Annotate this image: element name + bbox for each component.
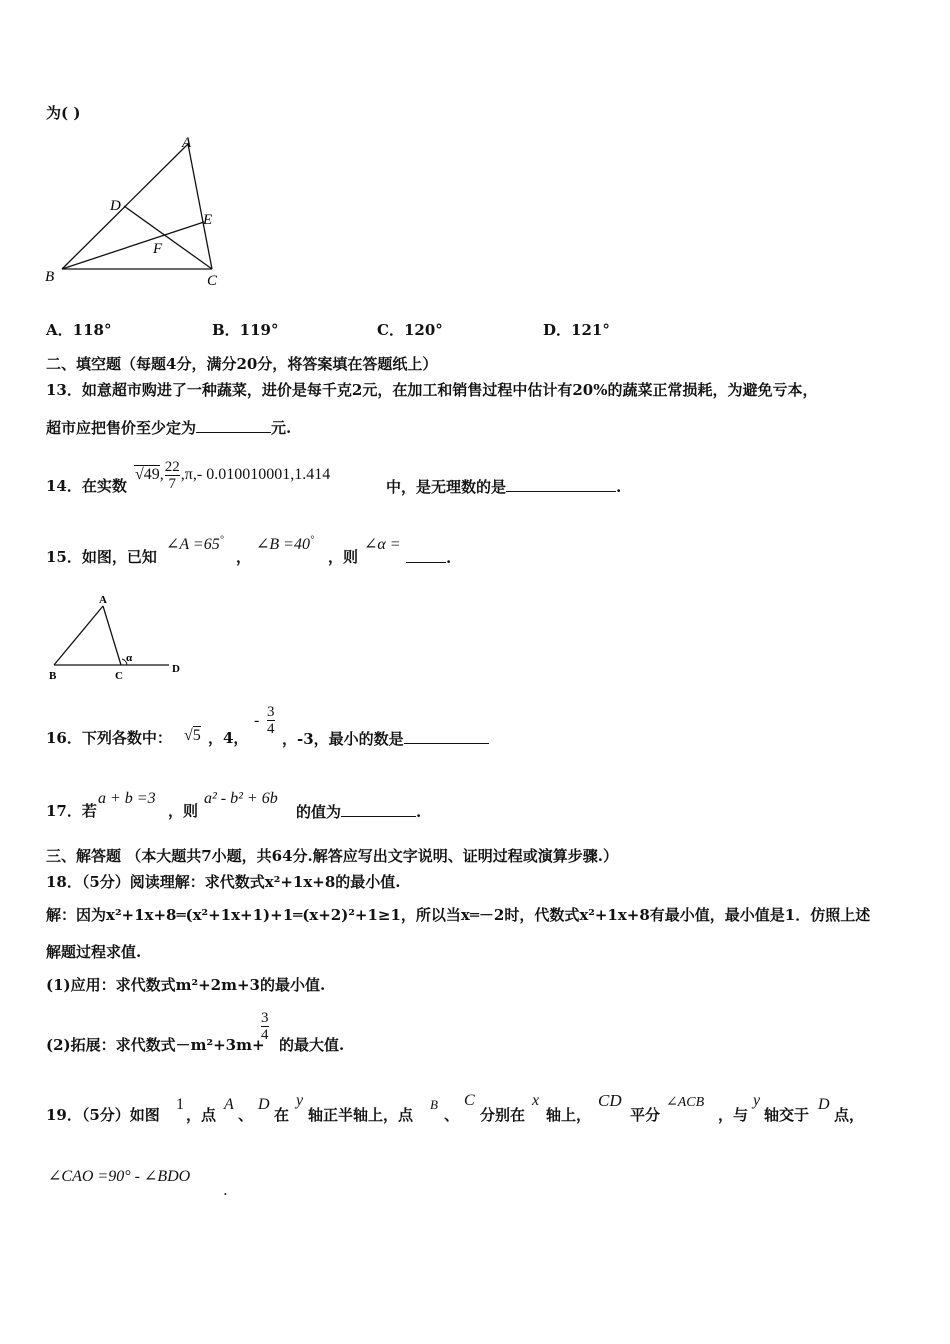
q16-prefix: 16．下列各数中：	[46, 729, 172, 747]
section3-title: 三、解答题 （本大题共7小题，共64分.解答应写出文字说明、证明过程或演算步骤.）	[46, 847, 618, 865]
q14-end: .	[616, 478, 622, 496]
q14-rest: ,π,- 0.010010001,1.414	[180, 466, 331, 484]
q19-y2: y	[753, 1092, 761, 1109]
q16-answer-blank[interactable]	[404, 729, 489, 744]
q14-frac-num: 22	[164, 459, 180, 475]
q19-fig: 1	[176, 1096, 184, 1113]
q15-label-d: D	[172, 663, 180, 675]
q14-sqrt: √49	[135, 466, 160, 484]
q17-expr: a² - b² + 6b	[204, 790, 278, 807]
q19-t5: 轴正半轴上，点	[308, 1106, 414, 1124]
q15-triangle-figure	[44, 590, 194, 682]
q14-suffix: 中，是无理数的是	[386, 478, 507, 496]
q17-then: ，则	[168, 802, 199, 820]
q17-answer-blank[interactable]	[341, 802, 416, 817]
q13-line1: 13．如意超市购进了一种蔬菜，进价是每千克2元，在加工和销售过程中估计有20%的蔬菜正常损耗，为避免亏本，	[46, 381, 818, 399]
q15-label-a: A	[99, 594, 107, 606]
section2-title: 二、填空题（每题4分，满分20分，将答案填在答题纸上）	[46, 355, 438, 373]
q16-rest-wrap: ，-3，最小的数是	[282, 729, 489, 748]
q13-line2	[46, 418, 291, 437]
q14-numbers: √49, $\frac{22}{7}$ ,π,- 0.010010001,1.414	[135, 459, 331, 492]
q19-t8: 轴上，	[546, 1106, 592, 1124]
q15-angle-a: ∠A =65°	[166, 534, 224, 553]
q19-t1: 19．（5分）如图	[46, 1106, 160, 1124]
q19-t10: ，与	[718, 1106, 749, 1124]
q13-suffix: 元.	[271, 419, 292, 437]
q18-line2: 解：因为x²+1x+8═(x²+1x+1)+1═(x+2)²+1≥1，所以当x═－2时，代数式x²+1x+8有最小值，最小值是1．仿照上述	[46, 906, 871, 924]
q19-y: y	[296, 1092, 304, 1109]
q19-t9: 平分	[630, 1106, 661, 1124]
q18-part2-suffix: 的最大值.	[279, 1036, 345, 1054]
label-a: A	[182, 135, 192, 151]
q19-t11: 轴交于	[764, 1106, 810, 1124]
q19-cd: CD	[598, 1091, 622, 1110]
q15-label-b: B	[49, 670, 57, 682]
q19-d: D	[258, 1096, 270, 1113]
q19-t12: 点，	[834, 1106, 865, 1124]
q15-alpha: ∠α =	[364, 536, 401, 553]
q19-line2	[48, 1167, 228, 1199]
q18-part1: (1)应用：求代数式m²+2m+3的最小值.	[46, 976, 326, 994]
label-f: F	[153, 241, 163, 257]
q15-answer-blank[interactable]	[406, 548, 446, 563]
option-a: A．118°	[46, 321, 112, 339]
q18-line3: 解题过程求值.	[46, 943, 142, 961]
option-c: C．120°	[377, 321, 443, 339]
q14-prefix: 14．在实数	[46, 477, 127, 495]
q15-prefix: 15．如图，已知	[46, 548, 157, 566]
q13-prefix: 超市应把售价至少定为	[46, 419, 197, 437]
q19-angle: ∠ACB	[666, 1095, 705, 1110]
q15-label-alpha: α	[126, 652, 133, 664]
q15-sep: ，	[236, 548, 252, 566]
label-d: D	[110, 198, 121, 214]
q16-four: ，4，	[208, 729, 249, 747]
q14-suffix-wrap	[386, 477, 621, 496]
label-e: E	[203, 212, 213, 228]
q17-cond: a + b =3	[98, 790, 156, 807]
q19-t2: ，点	[186, 1106, 217, 1124]
q14-frac-den: 7	[168, 476, 177, 492]
q19-t4: 在	[274, 1106, 290, 1124]
q16-sqrt: √5	[184, 727, 201, 744]
q19-c: C	[464, 1092, 475, 1109]
q18-part2-frac: 3 4	[261, 1010, 269, 1043]
q15-angle-b: ∠B =40°	[256, 534, 314, 553]
q16-frac: 3 4	[267, 704, 275, 737]
q19-x: x	[532, 1092, 540, 1109]
q17-suffix-wrap: 的值为 .	[296, 803, 422, 821]
q19-b: B	[430, 1097, 438, 1112]
q18-line1: 18．（5分）阅读理解：求代数式x²+1x+8的最小值.	[46, 873, 401, 891]
option-d: D．121°	[543, 321, 610, 339]
q19-end: .	[223, 1181, 228, 1199]
q15-label-c: C	[115, 670, 123, 682]
q15-answer: .	[406, 548, 451, 567]
q17-prefix: 17．若	[46, 802, 97, 820]
q19-d2: D	[818, 1096, 830, 1113]
q18-part2-prefix: (2)拓展：求代数式－m²+3m+	[46, 1036, 265, 1054]
q14-answer-blank[interactable]	[506, 477, 616, 492]
q13-answer-blank[interactable]	[196, 418, 271, 433]
q16-neg: -	[254, 712, 260, 729]
q14-sqrt-arg: 49	[143, 466, 160, 484]
q12-triangle-figure	[40, 132, 230, 292]
label-b: B	[45, 269, 55, 285]
q12-tail: 为( )	[46, 104, 81, 122]
q19-t3: 、	[238, 1106, 254, 1124]
q19-t7: 分别在	[480, 1106, 526, 1124]
q15-then: ，则	[328, 548, 359, 566]
q19-t6: 、	[444, 1106, 460, 1124]
option-b: B．119°	[212, 321, 279, 339]
q19-a: A	[224, 1096, 234, 1113]
label-c: C	[207, 273, 218, 289]
q19-formula: ∠CAO =90° - ∠BDO	[48, 1168, 191, 1185]
